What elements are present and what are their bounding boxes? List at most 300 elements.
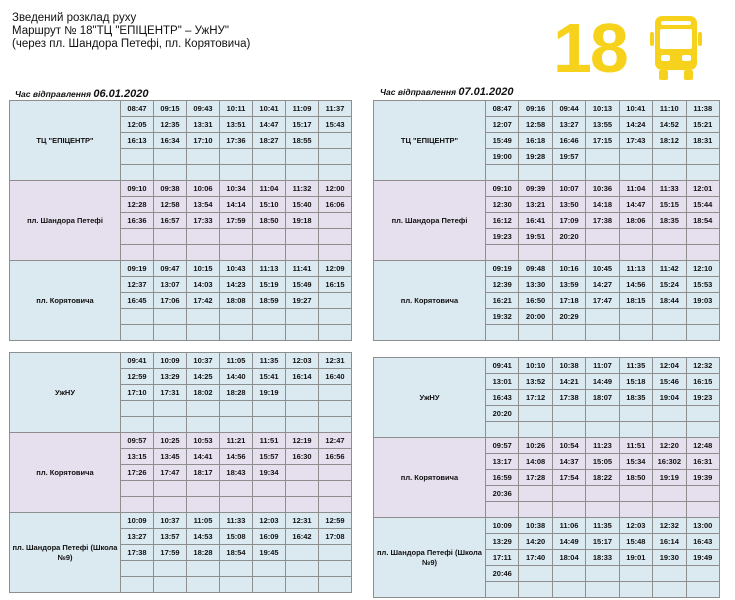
departure-time [286,325,319,341]
departure-time: 15:08 [220,529,253,545]
schedule-table-right-bottom [373,357,720,598]
departure-time: 09:43 [187,101,220,117]
departure-time: 13:52 [519,374,552,390]
departure-time [121,497,154,513]
departure-time [552,245,585,261]
departure-time: 18:02 [187,385,220,401]
departure-time: 10:15 [187,261,220,277]
departure-time [552,406,585,422]
departure-time: 10:36 [586,181,619,197]
departure-time [121,229,154,245]
departure-time: 12:04 [653,358,686,374]
departure-time: 12:47 [319,433,352,449]
departure-time [552,582,585,598]
departure-time: 16:12 [486,213,519,229]
departure-time [187,245,220,261]
departure-time [653,582,686,598]
departure-time [319,309,352,325]
departure-time: 19:18 [286,213,319,229]
departure-time: 16:09 [253,529,286,545]
departure-time: 11:06 [552,518,585,534]
departure-time: 18:43 [220,465,253,481]
departure-time [619,406,652,422]
departure-time: 18:15 [619,293,652,309]
departure-time [686,229,719,245]
schedule-header [12,12,250,51]
departure-time: 17:38 [121,545,154,561]
departure-time: 13:51 [220,117,253,133]
table-row [374,181,720,197]
departure-time: 09:38 [154,181,187,197]
departure-time: 18:06 [619,213,652,229]
departure-time: 16:56 [319,449,352,465]
schedule-table-left-top [9,100,352,341]
departure-time: 17:38 [552,390,585,406]
departure-time [286,165,319,181]
departure-time: 09:39 [519,181,552,197]
departure-time [486,582,519,598]
departure-time: 15:57 [253,449,286,465]
departure-time [319,561,352,577]
departure-time: 19:01 [619,550,652,566]
departure-time: 19:28 [519,149,552,165]
departure-time: 13:15 [121,449,154,465]
departure-time: 18:17 [187,465,220,481]
stop-name: ТЦ "ЕПІЦЕНТР" [10,101,121,181]
departure-time [220,229,253,245]
stop-name: пл. Шандора Петефі (Школа №9) [10,513,121,593]
departure-time [619,309,652,325]
departure-time: 12:32 [653,518,686,534]
departure-time: 09:15 [154,101,187,117]
departure-time: 17:31 [154,385,187,401]
departure-time [586,149,619,165]
departure-time: 20:20 [486,406,519,422]
departure-time: 16:31 [686,454,719,470]
table-row [10,181,352,197]
departure-time: 18:12 [653,133,686,149]
departure-time [552,502,585,518]
departure-label-right [380,86,513,98]
departure-time [319,149,352,165]
departure-time: 09:16 [519,101,552,117]
departure-time: 13:01 [486,374,519,390]
departure-time: 14:47 [619,197,652,213]
departure-time: 19:23 [486,229,519,245]
departure-time [552,566,585,582]
departure-time [187,417,220,433]
departure-time: 09:10 [486,181,519,197]
departure-time: 14:21 [552,374,585,390]
departure-time: 09:19 [486,261,519,277]
departure-time: 12:48 [686,438,719,454]
departure-time: 12:05 [121,117,154,133]
departure-time: 10:34 [220,181,253,197]
departure-time [486,325,519,341]
departure-time: 12:58 [519,117,552,133]
table-row [10,513,352,529]
departure-time [187,577,220,593]
departure-time: 14:14 [220,197,253,213]
departure-time [653,566,686,582]
departure-time: 14:56 [220,449,253,465]
departure-time: 17:06 [154,293,187,309]
departure-time: 15:34 [619,454,652,470]
departure-time: 20:20 [552,229,585,245]
departure-time [121,309,154,325]
departure-time: 10:09 [154,353,187,369]
departure-time [253,165,286,181]
departure-time: 16:06 [319,197,352,213]
departure-time: 11:32 [286,181,319,197]
departure-time: 13:57 [154,529,187,545]
departure-time: 11:23 [586,438,619,454]
departure-time [619,582,652,598]
departure-time: 16:30 [286,449,319,465]
departure-time [619,486,652,502]
departure-time: 14:47 [253,117,286,133]
departure-time [253,149,286,165]
departure-time [220,149,253,165]
departure-time: 17:10 [121,385,154,401]
departure-time: 18:28 [220,385,253,401]
departure-time [619,149,652,165]
departure-time [686,582,719,598]
departure-time: 17:47 [154,465,187,481]
departure-time: 09:41 [486,358,519,374]
departure-time: 14:37 [552,454,585,470]
departure-time: 20:29 [552,309,585,325]
departure-time: 14:41 [187,449,220,465]
departure-time: 17:47 [586,293,619,309]
departure-time: 15:44 [686,197,719,213]
departure-time: 15:49 [486,133,519,149]
departure-time: 17:15 [586,133,619,149]
departure-time [586,502,619,518]
departure-time: 18:50 [253,213,286,229]
departure-time [586,422,619,438]
departure-time [519,566,552,582]
departure-time [187,165,220,181]
departure-time [686,245,719,261]
departure-time [686,309,719,325]
departure-time: 14:49 [552,534,585,550]
departure-time [154,325,187,341]
departure-time [586,325,619,341]
departure-time: 17:09 [552,213,585,229]
departure-time: 14:08 [519,454,552,470]
departure-time: 11:04 [619,181,652,197]
departure-time: 10:06 [187,181,220,197]
departure-time: 18:54 [220,545,253,561]
departure-time [653,502,686,518]
header-route: Маршрут № 18"ТЦ "ЕПІЦЕНТР" – УжНУ" [12,25,229,37]
header-title: Зведений розклад руху [12,12,137,24]
departure-time: 13:59 [552,277,585,293]
departure-time [154,561,187,577]
departure-time: 11:33 [653,181,686,197]
departure-time: 12:07 [486,117,519,133]
departure-time: 17:42 [187,293,220,309]
departure-time: 16:42 [286,529,319,545]
departure-time [220,401,253,417]
departure-time: 16:36 [121,213,154,229]
departure-time: 13:00 [686,518,719,534]
departure-time [619,165,652,181]
departure-time: 12:58 [154,197,187,213]
stop-name: пл. Корятовича [374,261,486,341]
departure-time: 10:26 [519,438,552,454]
departure-time: 19:34 [253,465,286,481]
departure-time [253,401,286,417]
departure-time [286,149,319,165]
departure-time: 13:45 [154,449,187,465]
departure-time: 14:20 [519,534,552,550]
departure-time [586,229,619,245]
departure-time: 19:04 [653,390,686,406]
departure-time: 14:25 [187,369,220,385]
departure-time: 10:37 [187,353,220,369]
departure-time [519,422,552,438]
departure-time [187,309,220,325]
departure-time: 16:50 [519,293,552,309]
departure-time [154,401,187,417]
departure-time: 15:18 [619,374,652,390]
departure-time: 18:35 [653,213,686,229]
departure-time: 18:59 [253,293,286,309]
departure-time: 17:10 [187,133,220,149]
departure-time: 10:37 [154,513,187,529]
departure-time [686,165,719,181]
departure-time: 10:09 [486,518,519,534]
stop-name: пл. Корятовича [10,433,121,513]
departure-time: 15:17 [286,117,319,133]
departure-time [653,422,686,438]
departure-time [519,325,552,341]
departure-time: 11:07 [586,358,619,374]
departure-time: 18:31 [686,133,719,149]
route-number: 18 [553,9,627,87]
departure-time [286,417,319,433]
departure-time: 17:11 [486,550,519,566]
departure-time: 14:23 [220,277,253,293]
departure-time: 12:19 [286,433,319,449]
departure-time: 20:36 [486,486,519,502]
departure-time: 14:53 [187,529,220,545]
departure-time [619,245,652,261]
departure-time [686,149,719,165]
stop-name: пл. Корятовича [374,438,486,518]
departure-time [286,561,319,577]
departure-time [220,309,253,325]
departure-time: 13:17 [486,454,519,470]
departure-time [586,406,619,422]
departure-time: 17:59 [154,545,187,561]
departure-time: 15:41 [253,369,286,385]
departure-time [686,406,719,422]
departure-time: 11:41 [286,261,319,277]
departure-time: 15:24 [653,277,686,293]
departure-time: 17:12 [519,390,552,406]
departure-time [220,325,253,341]
departure-time: 16:46 [552,133,585,149]
departure-time: 14:40 [220,369,253,385]
departure-time: 15:17 [586,534,619,550]
departure-time: 13:29 [154,369,187,385]
departure-time: 11:13 [253,261,286,277]
departure-time: 16:14 [653,534,686,550]
departure-time: 15:48 [619,534,652,550]
departure-time: 15:19 [253,277,286,293]
departure-time: 17:28 [519,470,552,486]
table-row [10,101,352,117]
departure-time: 10:43 [220,261,253,277]
departure-time [319,497,352,513]
departure-time: 15:49 [286,277,319,293]
departure-time [154,497,187,513]
departure-time [253,481,286,497]
departure-time [586,165,619,181]
departure-time [653,309,686,325]
departure-time [319,165,352,181]
departure-time [653,149,686,165]
departure-time [121,165,154,181]
header-via: (через пл. Шандора Петефі, пл. Корятовича) [12,38,251,50]
departure-time: 19:30 [653,550,686,566]
departure-time: 10:54 [552,438,585,454]
departure-time: 17:26 [121,465,154,481]
departure-time: 11:35 [619,358,652,374]
departure-time [253,245,286,261]
departure-time [619,422,652,438]
departure-time: 19:57 [552,149,585,165]
departure-time [121,417,154,433]
departure-time [686,486,719,502]
departure-time: 15:10 [253,197,286,213]
departure-time: 20:46 [486,566,519,582]
departure-time [586,582,619,598]
departure-time: 16:59 [486,470,519,486]
departure-time [552,165,585,181]
departure-time: 12:20 [653,438,686,454]
table-row [10,261,352,277]
departure-time: 12:03 [253,513,286,529]
departure-time [220,245,253,261]
departure-time: 17:08 [319,529,352,545]
departure-time: 11:51 [619,438,652,454]
departure-time: 09:19 [121,261,154,277]
departure-time [619,502,652,518]
departure-date-left: 06.01.2020 [93,88,149,100]
departure-time: 13:31 [187,117,220,133]
departure-time [319,417,352,433]
departure-time: 18:04 [552,550,585,566]
departure-time: 15:40 [286,197,319,213]
departure-time: 17:18 [552,293,585,309]
departure-label-text: Час відправлення [380,87,457,97]
departure-time: 14:27 [586,277,619,293]
departure-time: 10:13 [586,101,619,117]
departure-time [319,577,352,593]
departure-time [319,481,352,497]
departure-time: 10:45 [586,261,619,277]
departure-time: 19:39 [686,470,719,486]
departure-time: 14:03 [187,277,220,293]
departure-time [253,561,286,577]
departure-time: 09:57 [121,433,154,449]
departure-time [319,293,352,309]
departure-time: 10:53 [187,433,220,449]
departure-time: 17:59 [220,213,253,229]
departure-time [220,417,253,433]
departure-time [619,229,652,245]
departure-time [253,325,286,341]
departure-time [619,566,652,582]
departure-time: 15:46 [653,374,686,390]
departure-time [286,229,319,245]
departure-time [121,561,154,577]
departure-time [519,245,552,261]
departure-time [319,213,352,229]
departure-time: 18:22 [586,470,619,486]
departure-time [121,325,154,341]
departure-time: 11:10 [653,101,686,117]
departure-time [519,582,552,598]
departure-time: 13:30 [519,277,552,293]
departure-time [319,325,352,341]
departure-time: 14:49 [586,374,619,390]
departure-time: 16:21 [486,293,519,309]
departure-time: 16:15 [686,374,719,390]
departure-time [519,486,552,502]
departure-time [653,325,686,341]
departure-time [220,165,253,181]
departure-time [121,481,154,497]
schedule-table-right-top [373,100,720,341]
departure-time: 14:56 [619,277,652,293]
departure-time [552,325,585,341]
departure-time [286,401,319,417]
departure-time [619,325,652,341]
departure-time: 13:21 [519,197,552,213]
departure-time: 12:03 [286,353,319,369]
departure-time [653,245,686,261]
departure-time [653,406,686,422]
departure-time: 12:01 [686,181,719,197]
departure-time [286,309,319,325]
departure-time [486,245,519,261]
departure-time: 19:27 [286,293,319,309]
departure-time [319,385,352,401]
departure-time: 11:05 [220,353,253,369]
departure-time: 10:38 [552,358,585,374]
departure-time: 18:54 [686,213,719,229]
departure-time: 15:43 [319,117,352,133]
departure-time: 09:10 [121,181,154,197]
departure-time: 10:09 [121,513,154,529]
departure-time [187,401,220,417]
departure-time [286,385,319,401]
departure-time [586,486,619,502]
departure-time [653,229,686,245]
departure-time: 13:55 [586,117,619,133]
departure-time: 11:35 [586,518,619,534]
departure-time: 16:302 [653,454,686,470]
departure-time: 16:57 [154,213,187,229]
departure-time: 16:14 [286,369,319,385]
departure-time: 16:40 [319,369,352,385]
departure-time [486,502,519,518]
